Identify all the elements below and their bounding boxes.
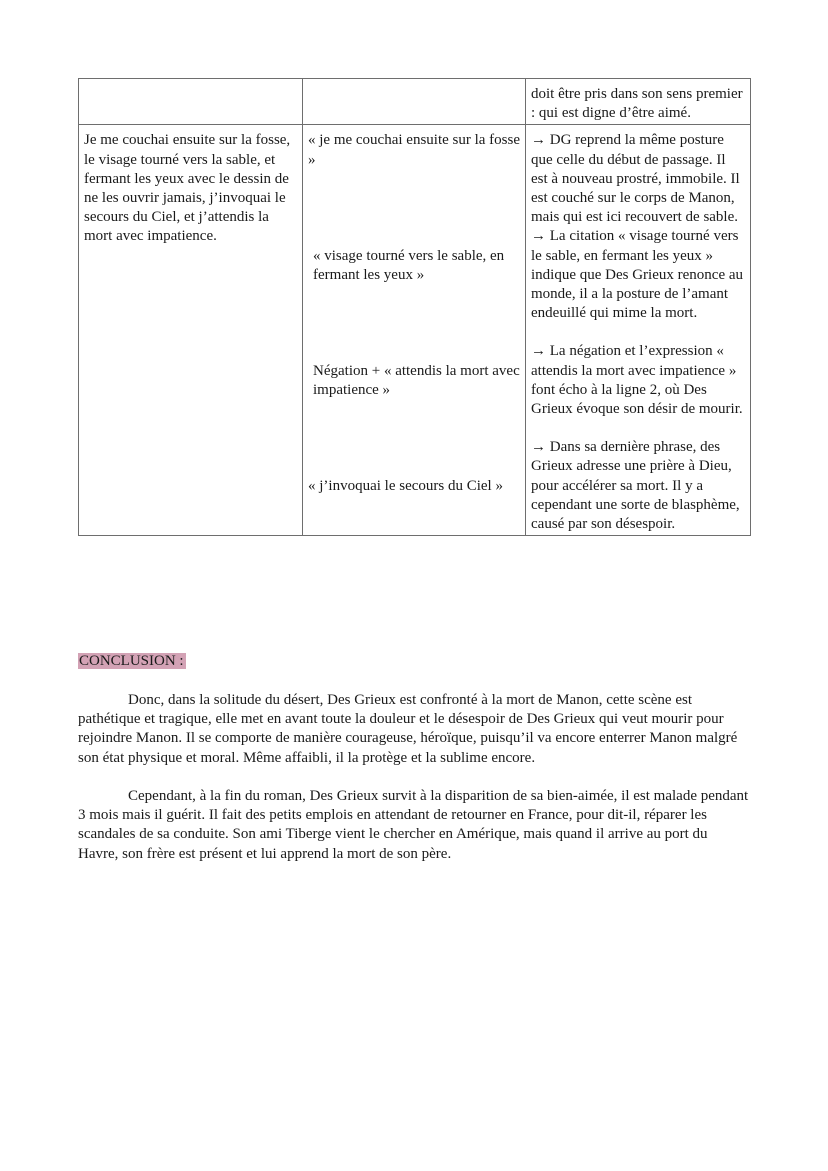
conclusion-paragraph: Donc, dans la solitude du désert, Des Grieux est confronté à la mort de Manon, cette scène est pathétique et tragique, elle met en avant toute la douleur et le désespoir de Des Grieux qui veut mourir pour rejoindre Manon. Il se comporte de manière courageuse, héroïque, puisqu’il va encore enterrer Manon malgré son état physique et moral. Même affaibli, il la protège et la sublime encore.	[78, 692, 738, 766]
analysis-text: → Dans sa dernière phrase, des Grieux adresse une prière à Dieu, pour accélérer sa mort. Il y a cependant une sorte de blasphème, causé par son désespoir.	[531, 439, 740, 533]
table-cell-analysis	[526, 125, 751, 536]
quote-text: « je me couchai ensuite sur la fosse »	[308, 132, 521, 168]
quote-text: Négation + « attendis la mort avec impatience »	[313, 363, 520, 399]
quote-text: « j’invoquai le secours du Ciel »	[308, 477, 503, 494]
analysis-text: → La négation et l’expression « attendis la mort avec impatience » font écho à la ligne 2, où Des Grieux évoque son désir de mourir.	[531, 343, 743, 418]
analysis-text: → La citation « visage tourné vers le sable, en fermant les yeux » indique que Des Grieux renonce au monde, il a la posture de l’amant endeuillé qui mime la mort.	[531, 228, 744, 322]
table-cell-quote	[303, 125, 526, 536]
table-cell-quote	[303, 79, 526, 125]
source-text: Je me couchai ensuite sur la fosse, le visage tourné vers la sable, et fermant les yeux avec le dessin de ne les ouvrir jamais, j’invoquai le secours du Ciel, et j’attendis la mort avec impatience.	[84, 132, 291, 245]
analysis-text: doit être pris dans son sens premier : qui est digne d’être aimé.	[531, 86, 743, 122]
table-row	[79, 125, 751, 536]
conclusion-heading-label: CONCLUSION :	[79, 653, 184, 669]
analysis-table	[78, 78, 751, 536]
table-cell-analysis	[526, 79, 751, 125]
analysis-text: → DG reprend la même posture que celle du début de passage. Il est à nouveau prostré, immobile. Il est couché sur le corps de Manon, mais qui est ici recouvert de sable.	[531, 132, 740, 226]
conclusion-paragraph: Cependant, à la fin du roman, Des Grieux survit à la disparition de sa bien-aimée, il est malade pendant 3 mois mais il guérit. Il fait des petits emplois en attendant de retourner en France, pour dit-il, réparer les scandales de sa conduite. Son ami Tiberge vient le chercher en Amérique, mais quand il arrive au port du Havre, son frère est présent et lui apprend la mort de son père.	[78, 788, 749, 862]
table-cell-text	[79, 79, 303, 125]
conclusion-heading	[78, 652, 186, 671]
quote-text: « visage tourné vers le sable, en fermant les yeux »	[313, 247, 505, 284]
table-row	[79, 79, 751, 125]
table-cell-text	[79, 125, 303, 536]
